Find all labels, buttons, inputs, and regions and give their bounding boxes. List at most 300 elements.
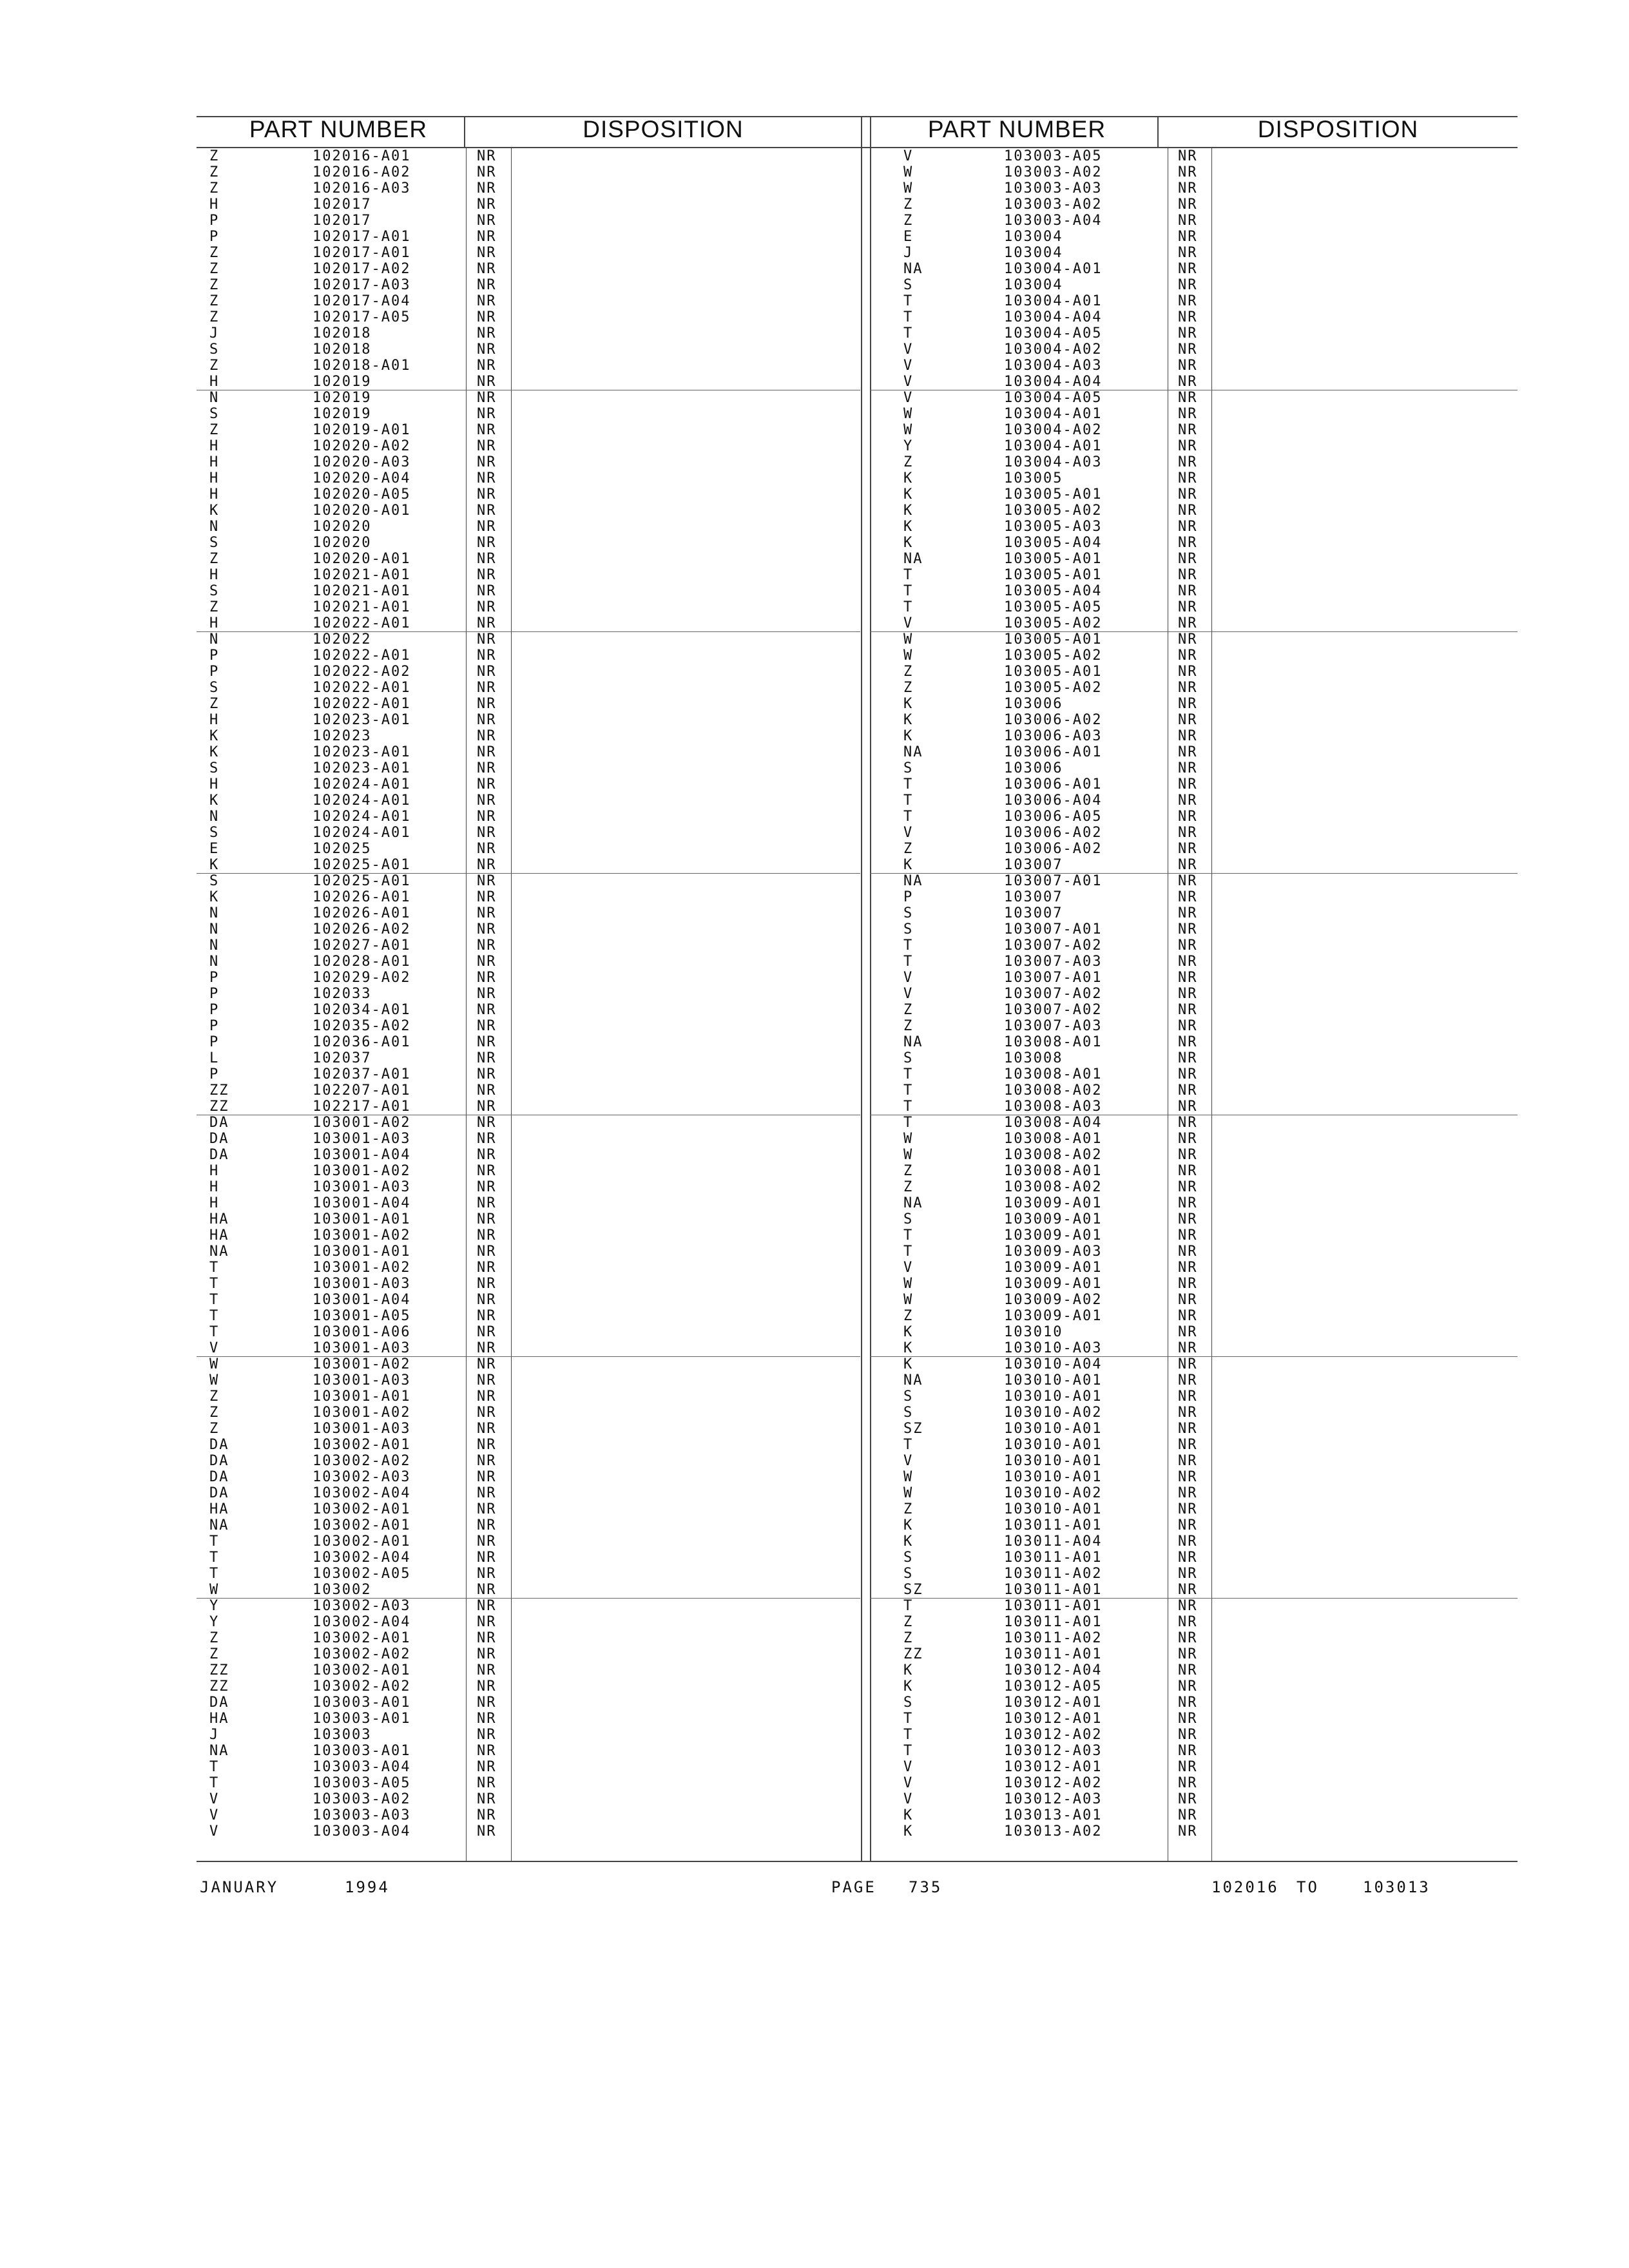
table-row xyxy=(197,1227,860,1244)
disposition-code: NR xyxy=(1178,728,1198,744)
table-row xyxy=(197,1453,860,1469)
table-row xyxy=(197,486,860,503)
disposition-code: NR xyxy=(477,519,497,535)
disposition-code: NR xyxy=(1178,1566,1198,1582)
table-row xyxy=(870,1469,1518,1485)
part-number: 103001-A02 xyxy=(313,1163,411,1179)
disposition-code: NR xyxy=(1178,309,1198,325)
part-prefix: NA xyxy=(903,1034,923,1050)
part-number: 103011-A01 xyxy=(1004,1614,1103,1630)
table-row xyxy=(870,1308,1518,1324)
part-number: 102020-A05 xyxy=(313,486,411,503)
part-prefix: W xyxy=(209,1582,220,1598)
table-row xyxy=(870,470,1518,486)
part-number: 103012-A01 xyxy=(1004,1695,1103,1711)
table-row xyxy=(197,696,860,712)
table-row xyxy=(870,358,1518,374)
table-row xyxy=(197,1389,860,1405)
part-prefix: K xyxy=(903,486,914,503)
part-number: 103007-A03 xyxy=(1004,1018,1103,1034)
disposition-code: NR xyxy=(1178,1630,1198,1646)
part-prefix: Z xyxy=(903,1308,914,1324)
table-row xyxy=(870,889,1518,905)
part-prefix: T xyxy=(903,1727,914,1743)
table-row xyxy=(197,1566,860,1582)
disposition-code: NR xyxy=(1178,1662,1198,1678)
part-prefix: Z xyxy=(903,1630,914,1646)
part-prefix: NA xyxy=(209,1517,229,1533)
part-number: 103011-A01 xyxy=(1004,1517,1103,1533)
table-row xyxy=(197,277,860,293)
table-row xyxy=(870,148,1518,164)
disposition-code: NR xyxy=(477,680,497,696)
part-number: 102217-A01 xyxy=(313,1099,411,1115)
table-row xyxy=(197,583,860,599)
part-number: 102017-A01 xyxy=(313,245,411,261)
part-prefix: T xyxy=(209,1260,220,1276)
part-number: 103012-A04 xyxy=(1004,1662,1103,1678)
table-row xyxy=(197,760,860,776)
disposition-code: NR xyxy=(477,599,497,615)
table-row xyxy=(197,503,860,519)
disposition-code: NR xyxy=(477,1276,497,1292)
part-number: 103002-A01 xyxy=(313,1662,411,1678)
part-prefix: V xyxy=(903,148,914,164)
part-number: 103008-A02 xyxy=(1004,1147,1103,1163)
part-number: 103001-A04 xyxy=(313,1292,411,1308)
table-row xyxy=(197,712,860,728)
part-prefix: T xyxy=(903,1115,914,1131)
part-number: 102037-A01 xyxy=(313,1066,411,1082)
table-row xyxy=(870,1195,1518,1211)
disposition-code: NR xyxy=(477,631,497,648)
part-number: 102035-A02 xyxy=(313,1018,411,1034)
part-number: 103008-A03 xyxy=(1004,1099,1103,1115)
table-row xyxy=(870,905,1518,921)
part-prefix: Z xyxy=(903,1002,914,1018)
table-row xyxy=(870,1759,1518,1775)
disposition-code: NR xyxy=(1178,1614,1198,1630)
disposition-code: NR xyxy=(477,1566,497,1582)
footer-range-end: 103013 xyxy=(1363,1878,1431,1896)
part-prefix: N xyxy=(209,937,220,954)
table-row xyxy=(197,825,860,841)
table-row xyxy=(197,390,860,406)
table-row xyxy=(870,1082,1518,1099)
disposition-code: NR xyxy=(1178,1066,1198,1082)
table-row xyxy=(870,1501,1518,1517)
part-number: 102036-A01 xyxy=(313,1034,411,1050)
table-row xyxy=(197,1582,860,1598)
table-row xyxy=(870,1163,1518,1179)
disposition-code: NR xyxy=(477,1582,497,1598)
part-prefix: W xyxy=(903,1292,914,1308)
part-number: 103002-A05 xyxy=(313,1566,411,1582)
part-number: 103003-A05 xyxy=(1004,148,1103,164)
part-prefix: V xyxy=(903,374,914,390)
part-number: 102021-A01 xyxy=(313,583,411,599)
disposition-code: NR xyxy=(477,1550,497,1566)
part-number: 103009-A01 xyxy=(1004,1308,1103,1324)
part-prefix: NA xyxy=(903,873,923,889)
table-row xyxy=(870,1485,1518,1501)
table-row xyxy=(197,1759,860,1775)
disposition-code: NR xyxy=(1178,213,1198,229)
table-row xyxy=(197,1646,860,1662)
table-row xyxy=(197,1775,860,1791)
disposition-code: NR xyxy=(1178,1678,1198,1695)
table-row xyxy=(197,374,860,390)
part-number: 103006-A04 xyxy=(1004,793,1103,809)
table-row xyxy=(870,1147,1518,1163)
part-number: 103005-A04 xyxy=(1004,583,1103,599)
part-prefix: NA xyxy=(903,1195,923,1211)
disposition-code: NR xyxy=(477,551,497,567)
part-number: 103005-A04 xyxy=(1004,535,1103,551)
disposition-code: NR xyxy=(1178,1453,1198,1469)
table-row xyxy=(870,1791,1518,1807)
part-prefix: NA xyxy=(209,1244,229,1260)
part-number: 103001-A02 xyxy=(313,1356,411,1372)
table-row xyxy=(197,889,860,905)
table-row xyxy=(870,1630,1518,1646)
table-row xyxy=(197,229,860,245)
table-row xyxy=(197,905,860,921)
part-prefix: H xyxy=(209,438,220,454)
part-number: 103006-A05 xyxy=(1004,809,1103,825)
part-number: 103012-A05 xyxy=(1004,1678,1103,1695)
disposition-code: NR xyxy=(1178,615,1198,631)
part-number: 103007-A01 xyxy=(1004,921,1103,937)
table-row xyxy=(197,1179,860,1195)
part-prefix: T xyxy=(209,1308,220,1324)
part-prefix: Z xyxy=(209,1646,220,1662)
part-number: 103001-A01 xyxy=(313,1211,411,1227)
part-prefix: HA xyxy=(209,1211,229,1227)
table-row xyxy=(870,261,1518,277)
part-prefix: T xyxy=(903,1082,914,1099)
disposition-code: NR xyxy=(477,615,497,631)
disposition-code: NR xyxy=(477,277,497,293)
left-disposition-header: DISPOSITION xyxy=(583,116,744,142)
part-number: 103005-A01 xyxy=(1004,486,1103,503)
part-prefix: Z xyxy=(209,164,220,180)
disposition-code: NR xyxy=(477,1034,497,1050)
table-row xyxy=(870,1066,1518,1082)
disposition-code: NR xyxy=(1178,1292,1198,1308)
table-row xyxy=(870,728,1518,744)
part-number: 102037 xyxy=(313,1050,372,1066)
part-number: 103002-A01 xyxy=(313,1437,411,1453)
part-prefix: Z xyxy=(209,293,220,309)
part-prefix: V xyxy=(209,1807,220,1823)
part-number: 103001-A04 xyxy=(313,1147,411,1163)
disposition-code: NR xyxy=(1178,970,1198,986)
part-number: 103005-A02 xyxy=(1004,503,1103,519)
table-row xyxy=(870,1823,1518,1840)
table-row xyxy=(870,1727,1518,1743)
disposition-code: NR xyxy=(477,535,497,551)
part-number: 103002-A01 xyxy=(313,1517,411,1533)
table-row xyxy=(870,567,1518,583)
disposition-code: NR xyxy=(1178,180,1198,197)
disposition-code: NR xyxy=(1178,1711,1198,1727)
part-number: 103010-A01 xyxy=(1004,1437,1103,1453)
disposition-code: NR xyxy=(477,1630,497,1646)
part-prefix: DA xyxy=(209,1453,229,1469)
part-number: 102025-A01 xyxy=(313,873,411,889)
table-row xyxy=(197,873,860,889)
table-row xyxy=(197,1099,860,1115)
part-number: 103013-A02 xyxy=(1004,1823,1103,1840)
part-number: 103001-A02 xyxy=(313,1405,411,1421)
part-prefix: K xyxy=(903,1340,914,1356)
part-prefix: Y xyxy=(209,1598,220,1614)
table-row xyxy=(197,1018,860,1034)
table-row xyxy=(197,954,860,970)
part-prefix: Z xyxy=(903,1179,914,1195)
part-prefix: T xyxy=(903,567,914,583)
part-prefix: K xyxy=(903,1662,914,1678)
table-row xyxy=(870,180,1518,197)
disposition-code: NR xyxy=(1178,1131,1198,1147)
disposition-code: NR xyxy=(477,776,497,793)
part-number: 103004 xyxy=(1004,245,1063,261)
part-prefix: H xyxy=(209,1195,220,1211)
disposition-code: NR xyxy=(1178,1115,1198,1131)
table-row xyxy=(870,341,1518,358)
disposition-code: NR xyxy=(477,1614,497,1630)
part-prefix: Z xyxy=(903,1018,914,1034)
disposition-code: NR xyxy=(1178,454,1198,470)
part-number: 102020 xyxy=(313,535,372,551)
part-prefix: ZZ xyxy=(209,1662,229,1678)
part-number: 103006-A01 xyxy=(1004,776,1103,793)
part-prefix: V xyxy=(903,615,914,631)
disposition-code: NR xyxy=(1178,1582,1198,1598)
part-number: 103011-A02 xyxy=(1004,1630,1103,1646)
table-row xyxy=(870,1260,1518,1276)
part-prefix: Z xyxy=(903,213,914,229)
disposition-code: NR xyxy=(477,1759,497,1775)
table-row xyxy=(197,1260,860,1276)
part-number: 102025-A01 xyxy=(313,857,411,873)
disposition-code: NR xyxy=(1178,1034,1198,1050)
table-row xyxy=(197,793,860,809)
part-prefix: DA xyxy=(209,1485,229,1501)
disposition-code: NR xyxy=(477,1308,497,1324)
part-prefix: T xyxy=(903,954,914,970)
part-number: 103001-A03 xyxy=(313,1276,411,1292)
part-prefix: H xyxy=(209,712,220,728)
table-row xyxy=(870,937,1518,954)
part-number: 103002-A01 xyxy=(313,1630,411,1646)
disposition-code: NR xyxy=(1178,1646,1198,1662)
disposition-code: NR xyxy=(477,1695,497,1711)
part-number: 103004-A05 xyxy=(1004,390,1103,406)
table-row xyxy=(870,1099,1518,1115)
disposition-code: NR xyxy=(1178,873,1198,889)
disposition-code: NR xyxy=(477,470,497,486)
disposition-code: NR xyxy=(1178,374,1198,390)
disposition-code: NR xyxy=(477,1807,497,1823)
table-row xyxy=(197,1678,860,1695)
table-row xyxy=(197,1662,860,1678)
part-number: 103008-A04 xyxy=(1004,1115,1103,1131)
footer-month: JANUARY xyxy=(200,1878,279,1896)
table-row xyxy=(870,406,1518,422)
part-prefix: S xyxy=(209,825,220,841)
part-number: 103010-A01 xyxy=(1004,1421,1103,1437)
disposition-code: NR xyxy=(477,503,497,519)
disposition-code: NR xyxy=(477,905,497,921)
part-number: 103011-A01 xyxy=(1004,1646,1103,1662)
part-number: 102022-A01 xyxy=(313,696,411,712)
disposition-code: NR xyxy=(1178,1775,1198,1791)
part-prefix: Z xyxy=(209,180,220,197)
disposition-code: NR xyxy=(477,197,497,213)
part-prefix: Z xyxy=(903,664,914,680)
disposition-code: NR xyxy=(477,1018,497,1034)
part-number: 102022-A01 xyxy=(313,615,411,631)
part-number: 103009-A01 xyxy=(1004,1211,1103,1227)
disposition-code: NR xyxy=(1178,631,1198,648)
disposition-code: NR xyxy=(1178,245,1198,261)
part-prefix: T xyxy=(903,1099,914,1115)
part-prefix: T xyxy=(903,793,914,809)
part-prefix: Z xyxy=(209,309,220,325)
part-prefix: ZZ xyxy=(209,1678,229,1695)
disposition-code: NR xyxy=(477,293,497,309)
part-prefix: W xyxy=(903,1131,914,1147)
part-prefix: H xyxy=(209,1179,220,1195)
part-number: 103009-A02 xyxy=(1004,1292,1103,1308)
part-number: 103003-A02 xyxy=(313,1791,411,1807)
table-row xyxy=(870,825,1518,841)
disposition-code: NR xyxy=(477,1469,497,1485)
table-row xyxy=(197,1485,860,1501)
part-number: 103002-A04 xyxy=(313,1550,411,1566)
part-number: 103003-A02 xyxy=(1004,164,1103,180)
part-prefix: N xyxy=(209,954,220,970)
table-row xyxy=(870,696,1518,712)
part-number: 102023-A01 xyxy=(313,712,411,728)
disposition-code: NR xyxy=(477,390,497,406)
disposition-code: NR xyxy=(477,1211,497,1227)
disposition-code: NR xyxy=(477,325,497,341)
part-number: 103001-A03 xyxy=(313,1421,411,1437)
part-prefix: V xyxy=(209,1340,220,1356)
part-number: 103007 xyxy=(1004,857,1063,873)
table-row xyxy=(197,1405,860,1421)
part-prefix: NA xyxy=(903,261,923,277)
table-row xyxy=(870,551,1518,567)
part-number: 102020-A02 xyxy=(313,438,411,454)
table-row xyxy=(197,1211,860,1227)
part-prefix: K xyxy=(903,1517,914,1533)
part-number: 103006-A01 xyxy=(1004,744,1103,760)
table-row xyxy=(870,164,1518,180)
table-row xyxy=(870,615,1518,631)
disposition-code: NR xyxy=(477,1711,497,1727)
disposition-code: NR xyxy=(1178,1485,1198,1501)
disposition-code: NR xyxy=(1178,293,1198,309)
table-row xyxy=(197,180,860,197)
disposition-code: NR xyxy=(477,809,497,825)
disposition-code: NR xyxy=(477,937,497,954)
disposition-code: NR xyxy=(1178,519,1198,535)
table-row xyxy=(197,293,860,309)
disposition-code: NR xyxy=(1178,470,1198,486)
part-prefix: K xyxy=(903,1533,914,1550)
disposition-code: NR xyxy=(1178,551,1198,567)
table-row xyxy=(870,857,1518,873)
disposition-code: NR xyxy=(477,1823,497,1840)
part-number: 102020-A01 xyxy=(313,503,411,519)
part-number: 103005-A03 xyxy=(1004,519,1103,535)
disposition-code: NR xyxy=(477,728,497,744)
table-row xyxy=(197,438,860,454)
part-prefix: S xyxy=(903,1211,914,1227)
part-prefix: N xyxy=(209,631,220,648)
table-row xyxy=(197,1630,860,1646)
table-row xyxy=(870,599,1518,615)
table-row xyxy=(197,341,860,358)
part-prefix: Z xyxy=(903,197,914,213)
disposition-code: NR xyxy=(477,1533,497,1550)
right-disposition-header: DISPOSITION xyxy=(1257,116,1419,142)
part-prefix: HA xyxy=(209,1711,229,1727)
part-number: 102021-A01 xyxy=(313,599,411,615)
part-prefix: H xyxy=(209,374,220,390)
footer-page-number: 735 xyxy=(909,1878,943,1896)
disposition-code: NR xyxy=(477,1260,497,1276)
part-prefix: K xyxy=(903,1324,914,1340)
part-prefix: Z xyxy=(903,680,914,696)
disposition-code: NR xyxy=(1178,921,1198,937)
bottom-rule xyxy=(197,1861,1518,1862)
table-row xyxy=(197,1163,860,1179)
disposition-code: NR xyxy=(477,793,497,809)
part-prefix: T xyxy=(903,1598,914,1614)
disposition-code: NR xyxy=(477,986,497,1002)
table-row xyxy=(197,776,860,793)
table-row xyxy=(197,1082,860,1099)
part-prefix: HA xyxy=(209,1227,229,1244)
part-number: 102016-A01 xyxy=(313,148,411,164)
part-prefix: W xyxy=(903,1276,914,1292)
part-number: 102016-A03 xyxy=(313,180,411,197)
table-row xyxy=(197,615,860,631)
part-number: 103002-A01 xyxy=(313,1501,411,1517)
table-row xyxy=(870,1775,1518,1791)
table-row xyxy=(870,1662,1518,1678)
part-number: 103010-A01 xyxy=(1004,1372,1103,1389)
table-row xyxy=(870,793,1518,809)
table-row xyxy=(870,1453,1518,1469)
part-prefix: T xyxy=(209,1759,220,1775)
part-prefix: Z xyxy=(209,551,220,567)
disposition-code: NR xyxy=(1178,1260,1198,1276)
table-row xyxy=(870,245,1518,261)
part-prefix: T xyxy=(903,1437,914,1453)
part-prefix: SZ xyxy=(903,1421,923,1437)
part-number: 103010-A01 xyxy=(1004,1501,1103,1517)
part-prefix: T xyxy=(903,1066,914,1082)
part-number: 103005-A01 xyxy=(1004,567,1103,583)
part-number: 103001-A01 xyxy=(313,1389,411,1405)
part-number: 103004-A03 xyxy=(1004,454,1103,470)
